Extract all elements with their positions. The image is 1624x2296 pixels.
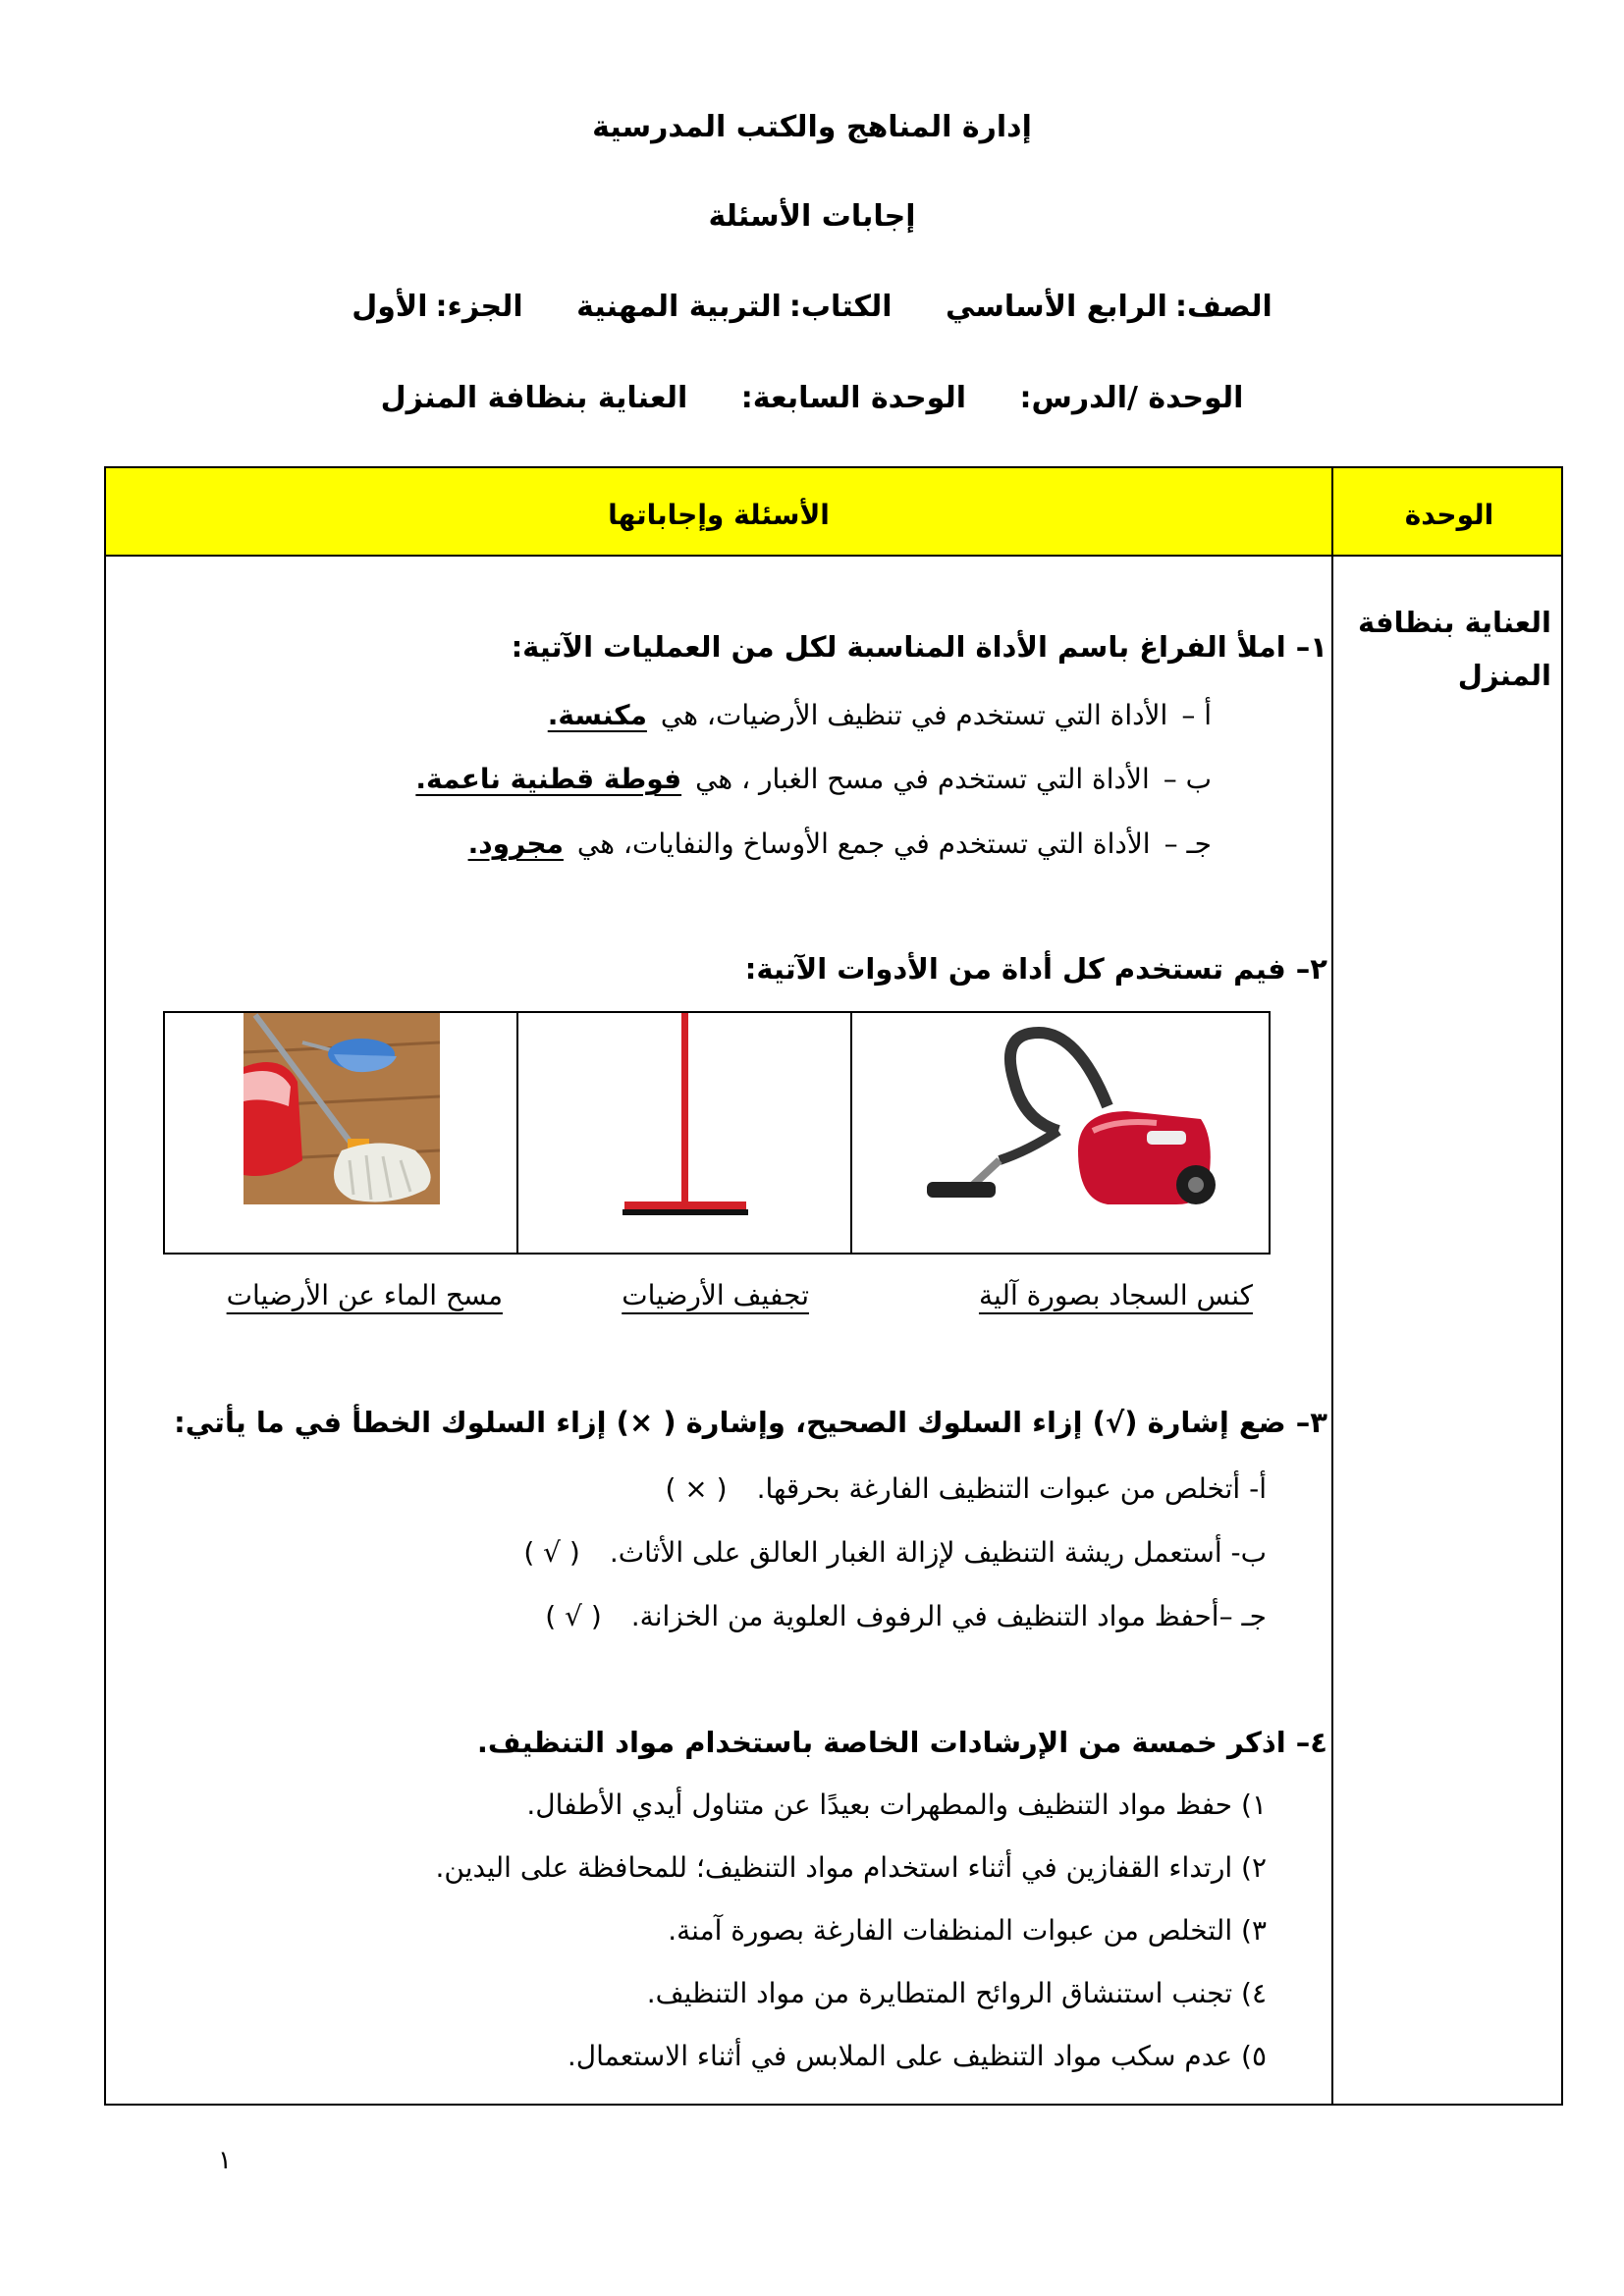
tool-use-squeegee: تجفيف الأرضيات <box>622 1279 809 1311</box>
question-3-item <box>545 1600 1267 1632</box>
unit-sequence: الوحدة السابعة: <box>740 381 966 415</box>
answer-mark: ( × ) <box>665 1472 728 1505</box>
part-label: الجزء: <box>435 290 523 324</box>
page-number: ١ <box>218 2146 232 2175</box>
unit-title: العناية بنظافة المنزل <box>380 381 688 415</box>
question-3-item <box>523 1536 1267 1569</box>
ministry-title: إدارة المناهج والكتب المدرسية <box>592 110 1032 144</box>
guideline-item: ٤) تجنب استنشاق الروائح المتطايرة من مواد التنظيف. <box>646 1977 1267 2009</box>
item-label: جـ – <box>1164 828 1212 860</box>
question-3-title: ٣– ضع إشارة (√) إزاء السلوك الصحيح، وإشارة ( ×) إزاء السلوك الخطأ في ما يأتي: <box>174 1406 1327 1439</box>
page-title: إجابات الأسئلة <box>708 199 916 234</box>
column-header-unit: الوحدة <box>1404 499 1494 531</box>
squeegee-icon <box>605 1013 762 1219</box>
question-1-item <box>468 828 1212 860</box>
question-2-title: ٢– فيم تستخدم كل أداة من الأدوات الآتية: <box>744 952 1327 986</box>
behavior-text: ب- أستعمل ريشة التنظيف لإزالة الغبار العالق على الأثاث. <box>609 1536 1267 1569</box>
question-1-item <box>415 763 1212 795</box>
column-divider <box>1331 468 1333 2104</box>
grade-label: الصف: <box>1174 290 1272 324</box>
item-text: الأداة التي تستخدم في تنظيف الأرضيات، هي <box>660 699 1168 731</box>
book-label: الكتاب: <box>788 290 893 324</box>
lesson-label: الوحدة /الدرس: <box>1019 381 1244 415</box>
tool-cell-squeegee <box>516 1013 850 1253</box>
item-label: ب – <box>1163 763 1212 795</box>
part-info <box>352 290 522 324</box>
item-answer: فوطة قطنية ناعمة. <box>415 763 682 795</box>
grade-value: الرابع الأساسي <box>946 290 1167 324</box>
grade-info <box>946 290 1272 324</box>
guideline-item: ٥) عدم سكب مواد التنظيف على الملابس في أثناء الاستعمال. <box>567 2040 1267 2072</box>
tool-cell-vacuum <box>850 1013 1269 1253</box>
behavior-text: جـ –أحفظ مواد التنظيف في الرفوف العلوية من الخزانة. <box>630 1600 1267 1632</box>
tool-use-vacuum: كنس السجاد بصورة آلية <box>978 1279 1253 1311</box>
part-value: الأول <box>352 290 428 324</box>
tool-cell-mop <box>165 1013 516 1253</box>
tool-use-mop: مسح الماء عن الأرضيات <box>226 1279 503 1311</box>
item-text: الأداة التي تستخدم في جمع الأوساخ والنفايات، هي <box>576 828 1151 860</box>
question-1-item <box>548 699 1212 731</box>
item-answer: مكنسة. <box>547 699 647 731</box>
item-text: الأداة التي تستخدم في مسح الغبار ، هي <box>695 763 1150 795</box>
book-info <box>0 290 1624 324</box>
column-header-questions: الأسئلة وإجاباتها <box>608 499 830 531</box>
question-1-title: ١– املأ الفراغ باسم الأداة المناسبة لكل من العمليات الآتية: <box>511 630 1327 664</box>
answer-mark: ( √ ) <box>523 1536 580 1569</box>
question-3-item <box>665 1472 1267 1505</box>
guideline-item: ١) حفظ مواد التنظيف والمطهرات بعيدًا عن متناول أيدي الأطفال. <box>526 1789 1267 1821</box>
vacuum-cleaner-icon <box>921 1013 1216 1219</box>
guideline-item: ٣) التخلص من عبوات المنظفات الفارغة بصورة آمنة. <box>668 1914 1267 1947</box>
behavior-text: أ- أتخلص من عبوات التنظيف الفارغة بحرقها. <box>756 1472 1267 1505</box>
answer-mark: ( √ ) <box>545 1600 602 1632</box>
guideline-item: ٢) ارتداء القفازين في أثناء استخدام مواد التنظيف؛ للمحافظة على اليدين. <box>435 1851 1267 1884</box>
item-answer: مجرود. <box>467 828 564 860</box>
book-name-info <box>576 290 892 324</box>
tools-image-table <box>163 1011 1271 1255</box>
question-4-title: ٤– اذكر خمسة من الإرشادات الخاصة باستخدام مواد التنظيف. <box>476 1726 1327 1759</box>
mop-bucket-icon <box>244 1013 440 1204</box>
table-header-row <box>106 468 1561 557</box>
book-value: التربية المهنية <box>576 290 782 324</box>
lesson-info <box>0 381 1624 415</box>
item-label: أ – <box>1181 699 1212 731</box>
unit-name-cell: العناية بنظافة المنزل <box>1358 606 1551 692</box>
